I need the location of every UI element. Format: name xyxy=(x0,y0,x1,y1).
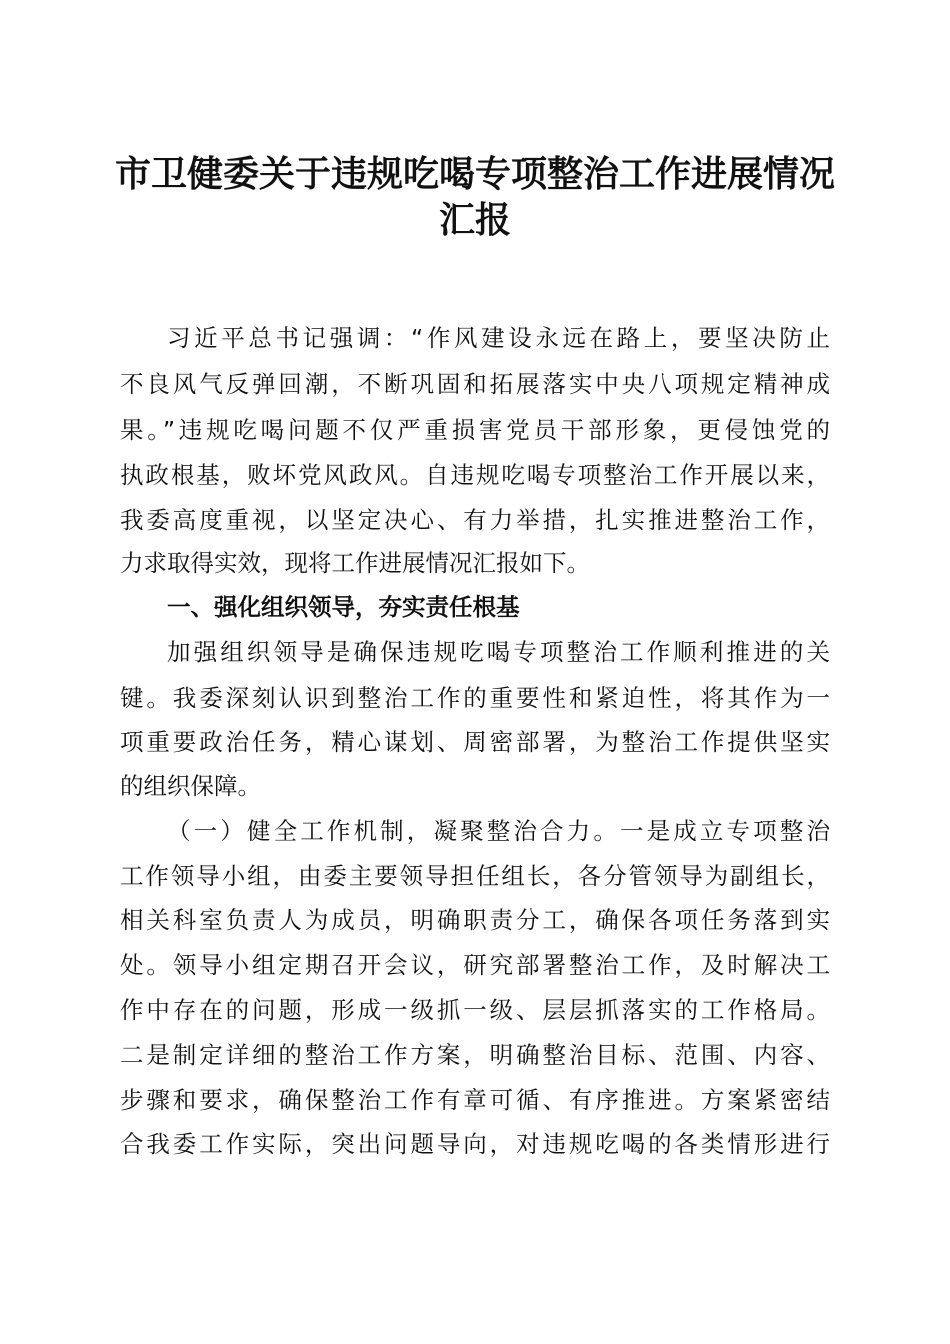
paragraph-line: 处。领导小组定期召开会议，研究部署整治工作，及时解决工 xyxy=(120,951,830,979)
document-title-line-2: 汇报 xyxy=(438,199,511,241)
paragraph-line: 的组织保障。 xyxy=(120,772,261,800)
paragraph-line: 键。我委深刻认识到整治工作的重要性和紧迫性，将其作为一 xyxy=(120,684,830,712)
paragraph-line: 习近平总书记强调：“作风建设永远在路上，要坚决防止 xyxy=(167,324,830,352)
paragraph-line: 不良风气反弹回潮，不断巩固和拓展落实中央八项规定精神成 xyxy=(120,370,830,398)
paragraph-line: 执政根基，败坏党风政风。自违规吃喝专项整治工作开展以来， xyxy=(120,461,830,489)
document-title-line-1: 市卫健委关于违规吃喝专项整治工作进展情况 xyxy=(114,153,835,195)
paragraph-line: 二是制定详细的整治工作方案，明确整治目标、范围、内容、 xyxy=(120,1041,830,1069)
paragraph-line: 步骤和要求，确保整治工作有章可循、有序推进。方案紧密结 xyxy=(120,1086,830,1114)
paragraph-line: 我委高度重视，以坚定决心、有力举措，扎实推进整治工作， xyxy=(120,506,830,534)
paragraph-line: 力求取得实效，现将工作进展情况汇报如下。 xyxy=(120,549,590,577)
paragraph-line: （一）健全工作机制，凝聚整治合力。一是成立专项整治 xyxy=(167,817,830,845)
paragraph-line: 工作领导小组，由委主要领导担任组长，各分管领导为副组长， xyxy=(120,862,830,890)
paragraph-line: 作中存在的问题，形成一级抓一级、层层抓落实的工作格局。 xyxy=(120,996,830,1024)
paragraph-line: 合我委工作实际，突出问题导向，对违规吃喝的各类情形进行 xyxy=(120,1130,830,1158)
paragraph-line: 相关科室负责人为成员，明确职责分工，确保各项任务落到实 xyxy=(120,906,830,934)
paragraph-line: 加强组织领导是确保违规吃喝专项整治工作顺利推进的关 xyxy=(167,638,830,666)
paragraph-line: 项重要政治任务，精心谋划、周密部署，为整治工作提供坚实 xyxy=(120,728,830,756)
paragraph-line: 果。”违规吃喝问题不仅严重损害党员干部形象，更侵蚀党的 xyxy=(120,416,830,444)
section-heading: 一、强化组织领导，夯实责任根基 xyxy=(167,593,520,621)
